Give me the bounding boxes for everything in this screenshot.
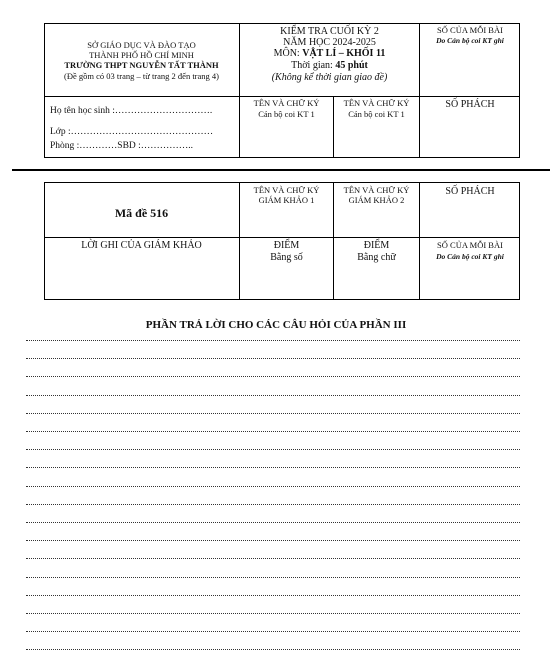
answer-line[interactable]	[26, 540, 520, 541]
header-row-divider	[44, 96, 520, 97]
do-can-bo-top: Do Cán bộ coi KT ghi	[436, 36, 504, 45]
score-number-label: Bằng số	[270, 252, 303, 263]
answer-line[interactable]	[26, 376, 520, 377]
can-bo-2: Cán bộ coi KT 1	[348, 109, 405, 119]
ten-chu-ky-1: TÊN VÀ CHỮ KÝ	[253, 98, 320, 108]
score-text-label: Bằng chữ	[357, 252, 396, 263]
subject-prefix: MÔN:	[273, 48, 303, 59]
answer-line[interactable]	[26, 431, 520, 432]
answer-line[interactable]	[26, 413, 520, 414]
answer-line[interactable]	[26, 340, 520, 341]
dept-name: SỞ GIÁO DỤC VÀ ĐÀO TẠO	[87, 40, 196, 50]
pages-note: (Đề gồm có 03 trang – từ trang 2 đến trang 4)	[64, 71, 219, 81]
cut-line	[12, 169, 550, 171]
city-name: THÀNH PHỐ HỒ CHÍ MINH	[89, 50, 194, 60]
class-field: Lớp :………………………………………	[50, 127, 214, 137]
answer-line[interactable]	[26, 649, 520, 650]
so-phach-top: SỐ PHÁCH	[445, 99, 495, 110]
school-year: NĂM HỌC 2024-2025	[283, 37, 376, 48]
gk1-title: TÊN VÀ CHỮ KÝ	[253, 185, 320, 195]
answer-line[interactable]	[26, 558, 520, 559]
answer-line[interactable]	[26, 577, 520, 578]
school-name: TRƯỜNG THPT NGUYỄN TẤT THÀNH	[64, 60, 219, 70]
answer-line[interactable]	[26, 449, 520, 450]
room-sbd-field: Phòng :…………SBD :……………..	[50, 141, 194, 151]
can-bo-1: Cán bộ coi KT 1	[258, 109, 315, 119]
so-phach-grading: SỐ PHÁCH	[445, 186, 495, 197]
score-number-title: ĐIỂM	[273, 240, 300, 251]
answer-line[interactable]	[26, 504, 520, 505]
gk2-title: TÊN VÀ CHỮ KÝ	[343, 185, 410, 195]
gk2-label: GIÁM KHẢO 2	[348, 195, 405, 205]
examiner-notes-label: LỜI GHI CỦA GIÁM KHẢO	[81, 240, 202, 251]
answer-line[interactable]	[26, 395, 520, 396]
time-note: (Không kể thời gian giao đề)	[271, 72, 388, 83]
gk1-label: GIÁM KHẢO 1	[258, 195, 315, 205]
subject-line	[240, 48, 419, 59]
subject: VẬT LÍ – KHỐI 11	[302, 48, 386, 59]
student-name-field: Họ tên học sinh :………………………….	[50, 106, 213, 116]
answer-line[interactable]	[26, 358, 520, 359]
time-prefix: Thời gian:	[291, 60, 336, 71]
score-text-title: ĐIỂM	[363, 240, 390, 251]
answer-line[interactable]	[26, 486, 520, 487]
grading-row-divider	[44, 237, 520, 238]
time-line	[240, 60, 419, 71]
answer-line[interactable]	[26, 631, 520, 632]
answer-line[interactable]	[26, 613, 520, 614]
answer-line[interactable]	[26, 595, 520, 596]
exam-title: KIỂM TRA CUỐI KỲ 2	[280, 26, 379, 37]
answer-line[interactable]	[26, 467, 520, 468]
so-cua-moi-bai-grading: SỐ CỦA MỖI BÀI	[437, 240, 503, 250]
answer-line[interactable]	[26, 522, 520, 523]
exam-code: Mã đề 516	[114, 206, 169, 220]
answer-section-title: PHẦN TRẢ LỜI CHO CÁC CÂU HỎI CỦA PHẦN III	[145, 319, 407, 331]
ten-chu-ky-2: TÊN VÀ CHỮ KÝ	[343, 98, 410, 108]
so-cua-moi-bai-top: SỐ CỦA MỖI BÀI	[437, 25, 503, 35]
do-can-bo-grading: Do Cán bộ coi KT ghi	[436, 252, 504, 261]
time-value: 45 phút	[335, 60, 368, 71]
